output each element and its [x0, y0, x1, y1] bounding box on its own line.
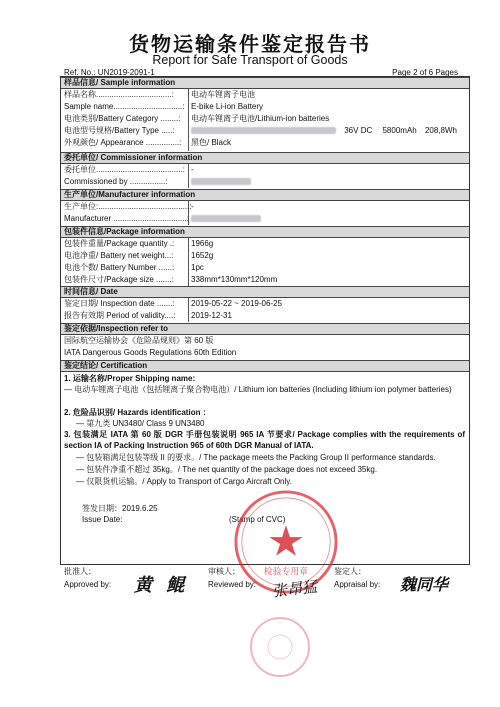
row-value: 338mm*130mm*120mm — [191, 275, 278, 284]
reviewed-label-en: Reviewed by: — [208, 580, 257, 589]
row-value: 2019-12-31 — [191, 311, 232, 320]
row-label: 委托单位.......................................: — [64, 165, 185, 174]
redacted-text — [191, 178, 251, 185]
seal-text: 检验专用章 — [263, 567, 309, 578]
reference-number: Ref. No.: UN2019-2091-1 — [64, 68, 155, 77]
row-label: 电池型号规格/Battery Type .....: — [64, 126, 175, 135]
row-value: 1966g — [191, 239, 214, 248]
row-label: 包装件尺寸/Package size .......: — [64, 275, 174, 284]
commissioner-header: 委托单位/ Commissioner information — [61, 152, 469, 164]
row-label: 电池净重/ Battery net weight...: — [64, 251, 174, 260]
signature-row — [60, 566, 470, 616]
row-value: 电动车锂离子电池 — [191, 90, 255, 99]
row-value: 1pc — [191, 263, 204, 272]
reviewed-signature: 张昂猛 — [271, 577, 318, 601]
row-label: 报告有效期 Period of validity....: — [64, 311, 176, 320]
cert-item-3-line: — 仅限货机运输。/ Apply to Transport of Cargo Aircraft Only. — [76, 477, 292, 486]
column-divider — [188, 89, 189, 151]
row-value: 黑色/ Black — [191, 138, 232, 147]
redacted-text — [191, 127, 336, 134]
row-value: 电动车锂离子电池/Lithium-ion batteries — [191, 114, 330, 123]
inspection-header: 鉴定依据/Inspection refer to — [61, 323, 469, 335]
capacity: 5800mAh — [382, 126, 417, 135]
cert-item-3-line: — 包装件净重不超过 35kg。/ The net quantity of the package does not exceed 35kg. — [76, 465, 378, 474]
approved-label-en: Approved by: — [64, 580, 112, 589]
redacted-text — [191, 215, 261, 222]
row-value: 2019-05-22 ~ 2019-06-25 — [191, 299, 282, 308]
certification-header: 鉴定结论/ Certification — [61, 360, 469, 372]
row-value: 1652g — [191, 251, 214, 260]
row-label: Manufacturer .................................: — [64, 214, 189, 223]
appraisal-label-cn: 鉴定人： — [334, 567, 366, 576]
column-divider — [188, 298, 189, 322]
row-label: 电池类别/Battery Category ........: — [64, 114, 181, 123]
battery-type-value — [191, 126, 457, 136]
redacted-value — [191, 214, 261, 224]
cert-item-1-title: 1. 运输名称/Proper Shipping name: — [64, 374, 196, 383]
row-label: Sample name...............................: — [64, 102, 185, 111]
row-label: 电池个数/ Battery Number ......: — [64, 263, 175, 272]
title-english: Report for Safe Transport of Goods — [152, 53, 348, 67]
issue-date-cn: 签发日期：2019.6.25 — [82, 504, 158, 513]
issue-date-en: Issue Date: — [82, 515, 123, 524]
row-label: Commissioned by ................: — [64, 177, 168, 186]
row-label: 包装件重量/Package quantity .: — [64, 239, 175, 248]
row-value: - — [191, 202, 194, 211]
column-divider — [188, 238, 189, 286]
appraisal-signature: 魏同华 — [400, 575, 449, 594]
cert-item-2-text: — 第九类 UN3480/ Class 9 UN3480 — [76, 419, 205, 428]
package-header: 包装件信息/Package information — [61, 226, 469, 238]
cert-item-2-title: 2. 危险品识别/ Hazards identification ： — [64, 408, 211, 417]
row-label: 生产单位:.........................................: — [64, 202, 192, 211]
column-divider — [188, 164, 189, 188]
row-label: 样品名称..................................: — [64, 90, 174, 99]
reviewed-label-cn: 审核人： — [208, 567, 240, 576]
approved-signature: 黄 鲲 — [134, 575, 189, 596]
row-label: 外观颜色/ Appearance ...............: — [64, 138, 182, 147]
title-chinese: 货物运输条件鉴定报告书 — [129, 32, 371, 56]
inspection-text: IATA Dangerous Goods Regulations 60th Edition — [64, 348, 237, 357]
cert-item-3-line: — 包装箱满足包装等级 II 的要求。/ The package meets the Packing Group II performance standards. — [76, 453, 436, 462]
inspection-text: 国际航空运输协会《危险品规则》第 60 版 — [64, 336, 214, 345]
voltage: 36V DC — [344, 126, 373, 135]
row-label: 鉴定日期/ Inspection date .......: — [64, 299, 175, 308]
appraisal-label-en: Appraisal by: — [334, 580, 381, 589]
redacted-value — [191, 177, 251, 187]
approved-label-cn: 批准人： — [64, 567, 96, 576]
page-indicator: Page 2 of 6 Pages — [392, 68, 458, 77]
date-header: 时间信息/ Date — [61, 286, 469, 298]
energy: 208,8Wh — [424, 126, 457, 135]
cert-item-1-text: — 电动车锂离子电池（包括锂离子聚合物电池）/ Lithium ion batteries (Including lithium ion polymer batteries) — [64, 385, 452, 394]
manufacturer-header: 生产单位/Manufacturer information — [61, 189, 469, 201]
faint-stamp-icon — [248, 615, 312, 679]
row-value: - — [191, 165, 194, 174]
row-value: E-bike Li-ion Battery — [191, 102, 264, 111]
cert-item-3-title: 3. 包装满足 IATA 第 60 版 DGR 手册包装说明 965 IA 节要求/ Package complies with the requirements of section IA of Packing Instruction 965 of 60th DGR Manual of IATA. — [64, 430, 465, 450]
sample-header: 样品信息/ Sample information — [61, 77, 469, 89]
stamp-label: (Stamp of CVC) — [229, 515, 286, 524]
